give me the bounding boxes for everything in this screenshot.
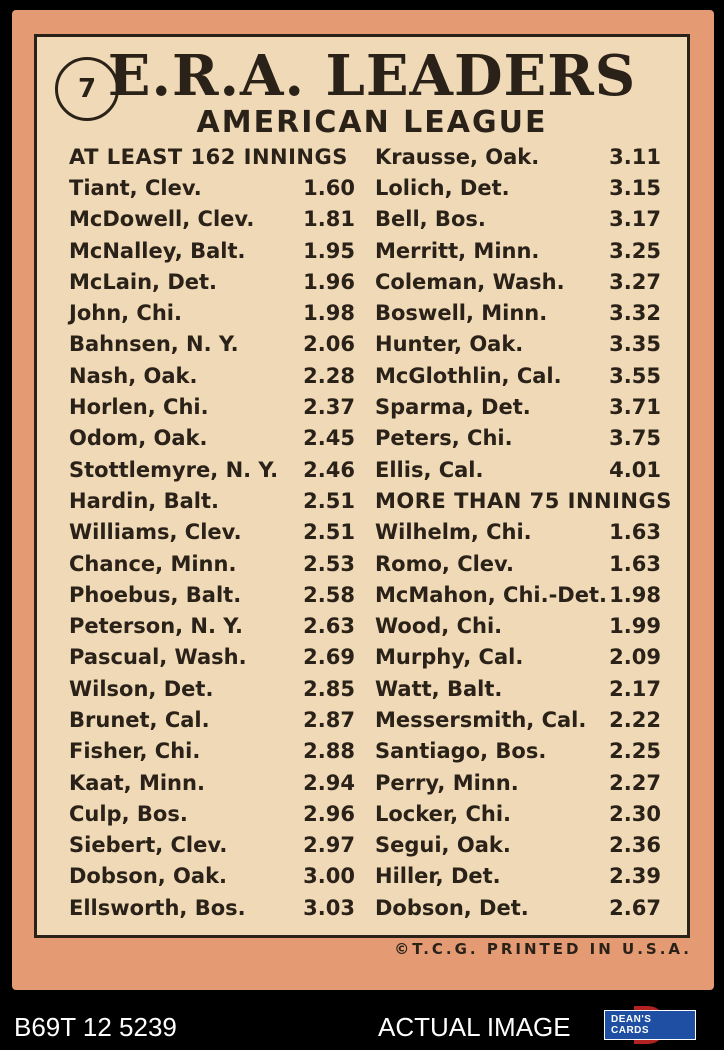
section-header: MORE THAN 75 INNINGS [375,488,672,513]
stat-row [69,235,355,266]
pitcher-name: Watt, Balt. [375,676,503,701]
pitcher-name: Brunet, Cal. [69,707,210,732]
pitcher-name: Dobson, Oak. [69,864,228,889]
stat-row [69,579,355,610]
pitcher-name: Krausse, Oak. [375,144,540,169]
pitcher-name: Perry, Minn. [375,770,519,795]
pitcher-name: Stottlemyre, N. Y. [69,457,279,482]
era-value: 2.58 [303,582,355,607]
stat-row [375,767,661,798]
card-back-panel [34,34,690,938]
stat-row [375,610,661,641]
era-value: 1.96 [303,269,355,294]
pitcher-name: Hardin, Balt. [69,488,219,513]
stat-row [375,798,661,829]
stat-row [375,172,661,203]
stat-row [375,673,661,704]
era-value: 2.30 [609,801,661,826]
stat-row [375,861,661,892]
stat-row [375,642,661,673]
pitcher-name: Murphy, Cal. [375,645,524,670]
pitcher-name: Kaat, Minn. [69,770,205,795]
era-value: 2.53 [303,551,355,576]
pitcher-name: Wilson, Det. [69,676,214,701]
actual-image-label: ACTUAL IMAGE [378,1012,571,1042]
pitcher-name: Locker, Chi. [375,801,511,826]
pitcher-name: Odom, Oak. [69,426,208,451]
stat-row [69,423,355,454]
stat-row [69,610,355,641]
stat-row [69,830,355,861]
pitcher-name: Dobson, Det. [375,895,529,920]
section-header: AT LEAST 162 INNINGS [69,144,348,169]
pitcher-name: Merritt, Minn. [375,238,540,263]
pitcher-name: Segui, Oak. [375,833,511,858]
era-value: 1.81 [303,207,355,232]
stat-row [69,892,355,923]
stat-row [375,704,661,735]
era-value: 2.97 [303,833,355,858]
stat-row [375,297,661,328]
pitcher-name: Williams, Clev. [69,520,242,545]
era-value: 1.63 [609,551,661,576]
stat-row [69,548,355,579]
pitcher-name: Bahnsen, N. Y. [69,332,239,357]
era-value: 3.71 [609,395,661,420]
pitcher-name: Wilhelm, Chi. [375,520,532,545]
pitcher-name: Siebert, Clev. [69,833,228,858]
card-number-badge: 7 [55,57,119,121]
era-value: 3.17 [609,207,661,232]
era-value: 2.87 [303,707,355,732]
pitcher-name: Phoebus, Balt. [69,582,242,607]
era-value: 2.96 [303,801,355,826]
pitcher-name: Fisher, Chi. [69,739,201,764]
era-value: 2.37 [303,395,355,420]
era-value: 3.15 [609,175,661,200]
pitcher-name: Hiller, Det. [375,864,501,889]
era-value: 3.55 [609,363,661,388]
pitcher-name: Bell, Bos. [375,207,486,232]
era-value: 1.95 [303,238,355,263]
era-value: 1.98 [303,301,355,326]
stat-row [375,454,661,485]
pitcher-name: Wood, Chi. [375,614,503,639]
era-value: 2.67 [609,895,661,920]
era-value: 3.35 [609,332,661,357]
pitcher-name: Ellis, Cal. [375,457,484,482]
era-value: 1.63 [609,520,661,545]
stat-row [375,141,661,172]
stat-row [375,736,661,767]
era-value: 1.99 [609,614,661,639]
era-value: 2.85 [303,676,355,701]
stat-row [375,266,661,297]
stat-row [375,235,661,266]
era-value: 2.94 [303,770,355,795]
era-value: 2.46 [303,457,355,482]
pitcher-name: Peters, Chi. [375,426,513,451]
pitcher-name: Sparma, Det. [375,395,531,420]
pitcher-name: Santiago, Bos. [375,739,547,764]
stat-row [375,548,661,579]
era-value: 2.27 [609,770,661,795]
stat-row [69,454,355,485]
baseball-card [12,10,714,990]
pitcher-name: Peterson, N. Y. [69,614,244,639]
stat-row [69,673,355,704]
stat-row [69,517,355,548]
era-value: 3.00 [303,864,355,889]
era-value: 3.75 [609,426,661,451]
era-value: 2.25 [609,739,661,764]
stat-row [69,172,355,203]
pitcher-name: Culp, Bos. [69,801,188,826]
stat-row [375,204,661,235]
era-value: 2.45 [303,426,355,451]
bottom-info-bar [0,1000,724,1050]
era-value: 2.36 [609,833,661,858]
era-value: 3.32 [609,301,661,326]
stat-row [375,579,661,610]
pitcher-name: Horlen, Chi. [69,395,209,420]
era-value: 4.01 [609,457,661,482]
pitcher-name: Pascual, Wash. [69,645,247,670]
stat-row [375,329,661,360]
era-value: 2.51 [303,520,355,545]
pitcher-name: McMahon, Chi.-Det. [375,582,607,607]
stat-row [69,642,355,673]
era-value: 1.60 [303,175,355,200]
pitcher-name: Lolich, Det. [375,175,510,200]
era-value: 2.51 [303,488,355,513]
pitcher-name: McNalley, Balt. [69,238,246,263]
era-value: 3.25 [609,238,661,263]
stat-row [69,736,355,767]
era-value: 2.09 [609,645,661,670]
era-value: 2.63 [303,614,355,639]
pitcher-name: Messersmith, Cal. [375,707,587,732]
left-stats-column [69,141,355,923]
pitcher-name: Ellsworth, Bos. [69,895,246,920]
card-subtitle: AMERICAN LEAGUE [196,105,548,140]
pitcher-name: Hunter, Oak. [375,332,524,357]
copyright-line: ©T.C.G. PRINTED IN U.S.A. [394,940,692,958]
pitcher-name: John, Chi. [69,301,182,326]
stat-row [375,360,661,391]
era-value: 2.22 [609,707,661,732]
era-value: 3.11 [609,144,661,169]
stat-row [375,517,661,548]
right-stats-column [375,141,672,923]
era-value: 2.39 [609,864,661,889]
stat-row [69,485,355,516]
stat-row [375,830,661,861]
pitcher-name: McGlothlin, Cal. [375,363,562,388]
pitcher-name: Boswell, Minn. [375,301,548,326]
era-value: 2.17 [609,676,661,701]
era-value: 1.98 [609,582,661,607]
stat-row [69,704,355,735]
pitcher-name: McLain, Det. [69,269,218,294]
stat-row [69,297,355,328]
deans-cards-logo-icon [604,1006,696,1044]
stat-row [69,329,355,360]
pitcher-name: Coleman, Wash. [375,269,565,294]
stat-row [375,892,661,923]
stat-row [69,798,355,829]
pitcher-name: Romo, Clev. [375,551,515,576]
card-title: E.R.A. LEADERS [107,43,637,109]
era-value: 3.27 [609,269,661,294]
stat-row [375,423,661,454]
era-value: 2.69 [303,645,355,670]
stat-row [69,861,355,892]
era-value: 2.06 [303,332,355,357]
stat-row [69,204,355,235]
logo-text: DEAN'S CARDS [604,1010,696,1040]
stat-row [69,391,355,422]
pitcher-name: McDowell, Clev. [69,207,255,232]
stat-row [69,266,355,297]
era-value: 3.03 [303,895,355,920]
era-value: 2.88 [303,739,355,764]
cert-number: B69T 12 5239 [14,1012,177,1042]
pitcher-name: Nash, Oak. [69,363,198,388]
pitcher-name: Tiant, Clev. [69,175,202,200]
era-value: 2.28 [303,363,355,388]
stat-row [69,360,355,391]
stat-row [375,391,661,422]
pitcher-name: Chance, Minn. [69,551,237,576]
stat-row [69,767,355,798]
